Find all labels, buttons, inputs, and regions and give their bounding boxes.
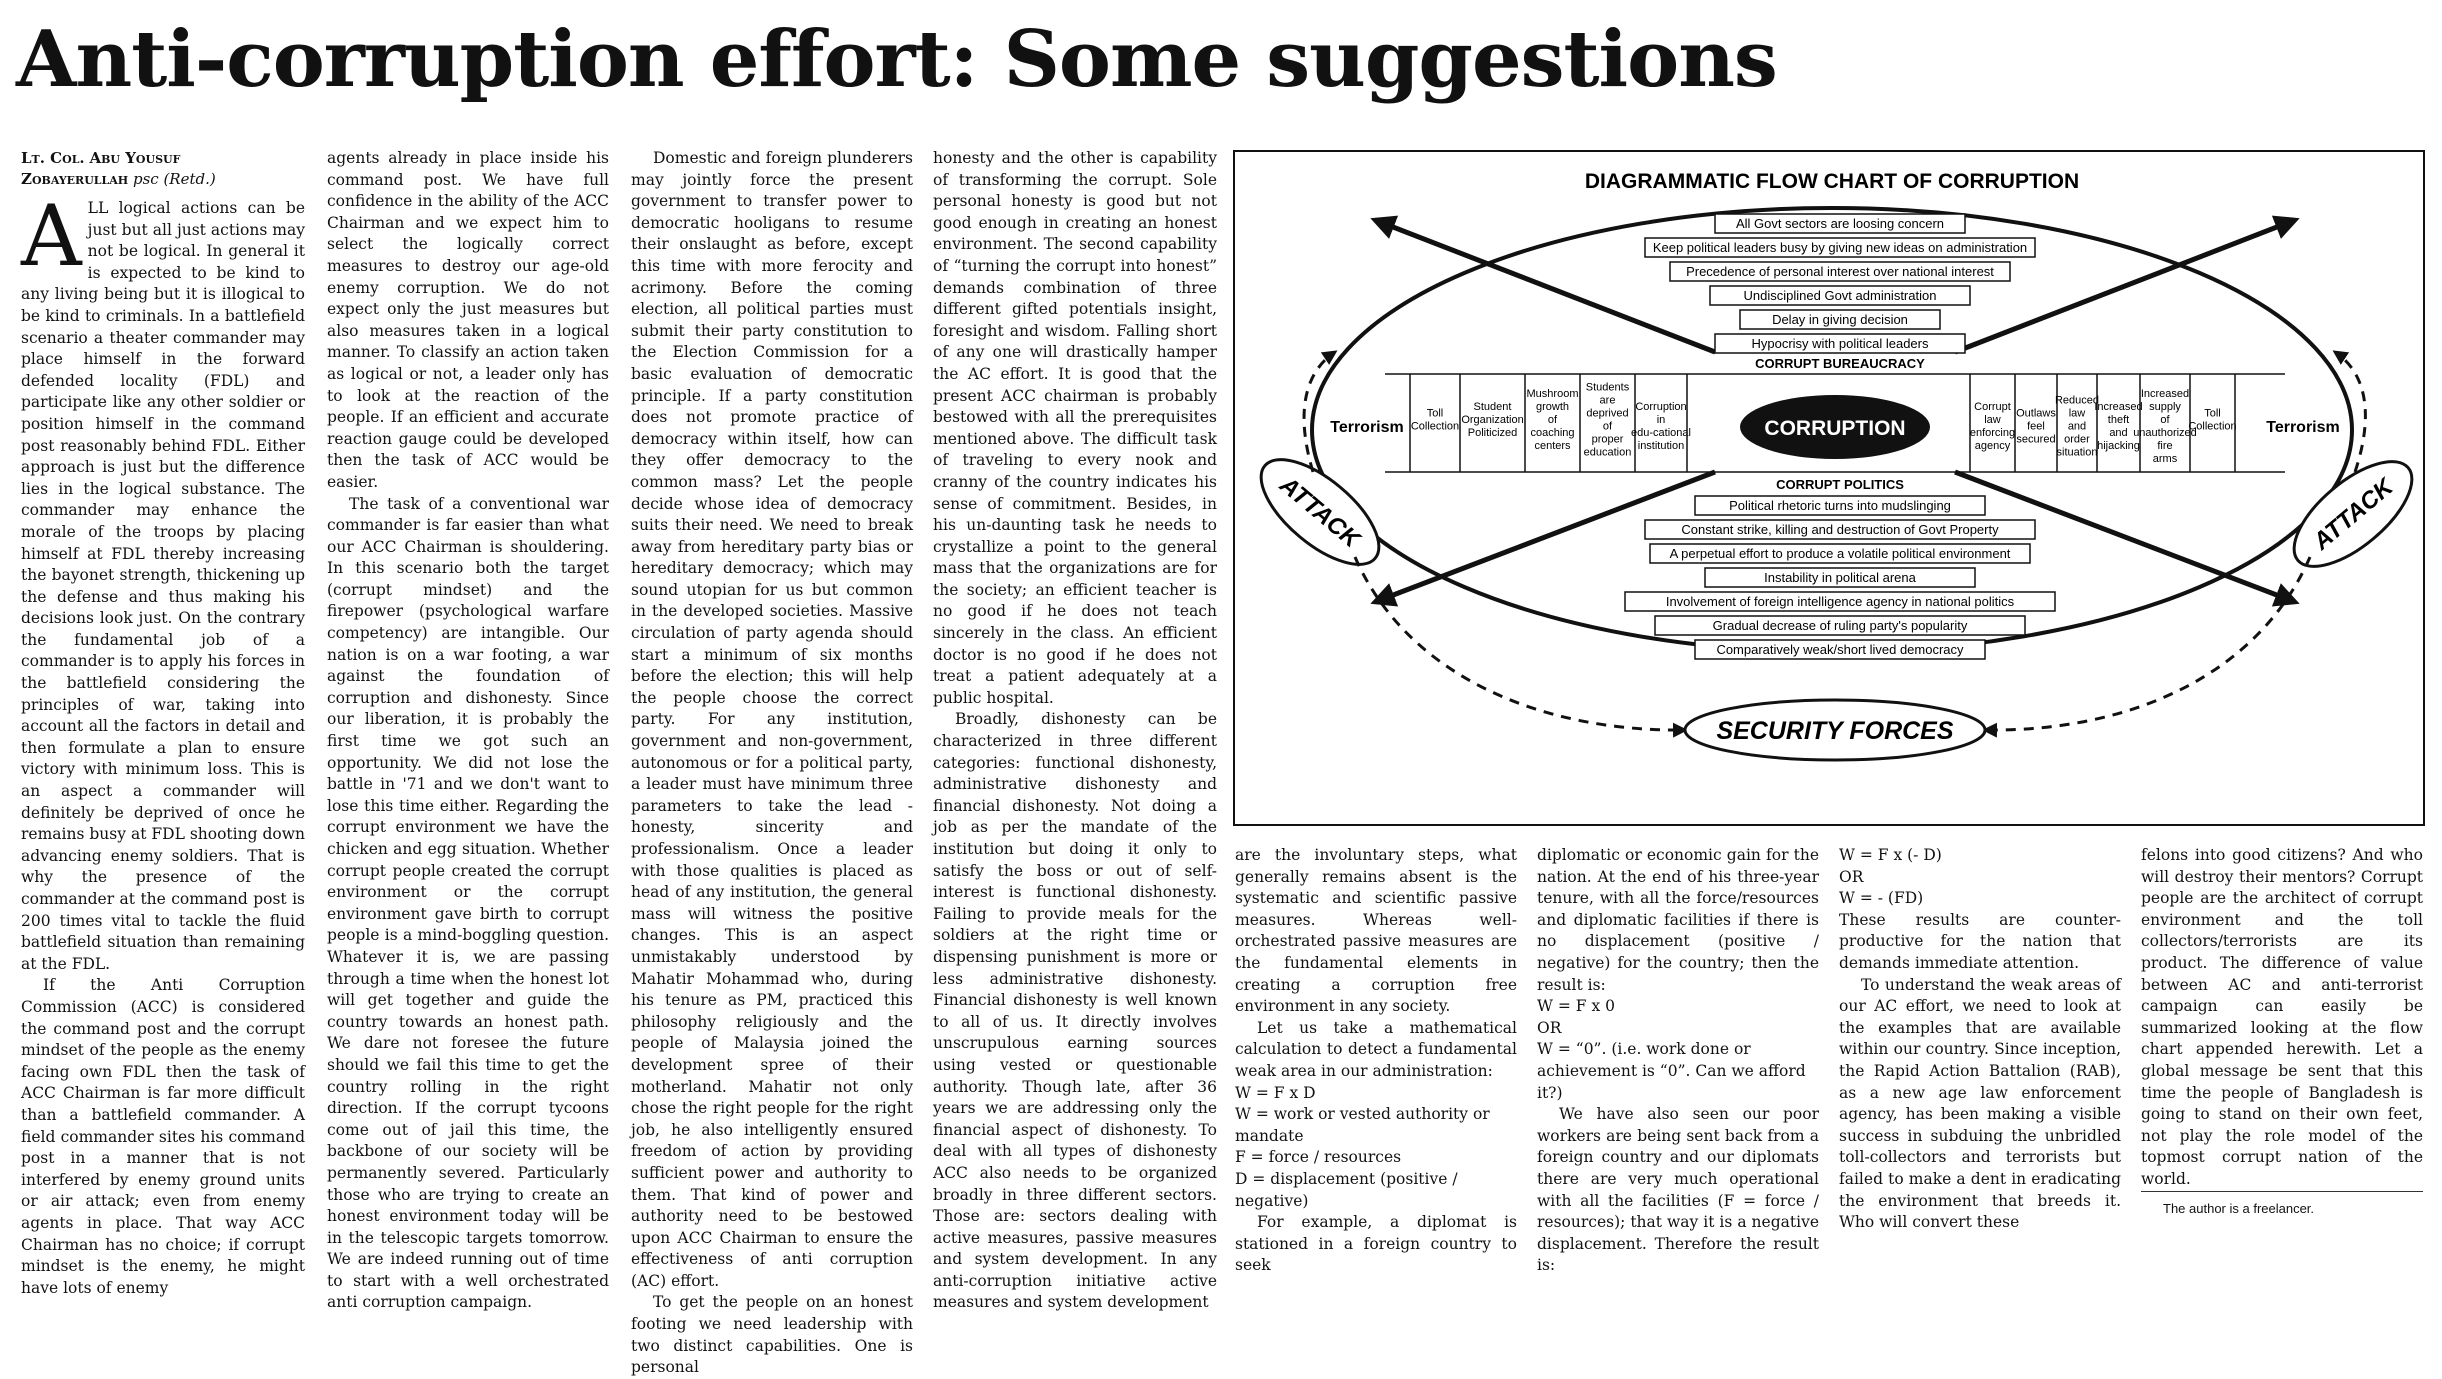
col8-para-1: felons into good citizens? And who will destroy their mentors? Corrupt people are the architect of corrupt environment and the toll collectors/terrorists are its product. The difference of value between AC and anti-terrorist campaign can easily be summarized looking at the flow chart appended herewith. Let a global message be sent that this time the people of Bangladesh is going to stand on their own feet, not play the role model of the topmost corrupt nation of the world. [2141, 846, 2423, 1188]
corruption-center-label: CORRUPTION [1764, 417, 1906, 440]
right-cells [1970, 374, 2237, 472]
bureaucracy-boxes [1645, 214, 2035, 353]
col1-para-1: ALL logical actions can be just but all just actions may not be logical. In general it is expected to be kind to any living being but it is illogical to be kind to criminals. In a battlefield scenario a theater commander may place himself in the forward defended locality (FDL) and participate like any other soldier or position himself in the command post reasonably behind FDL. Either approach is just but the difference lies in the logical substance. The commander may enhance the morale of the troops by placing himself at FDL thereby increasing the bayonet strength, thickening up the defense and thus making his decisions look just. On the contrary the fundamental job of a commander is to apply his forces in the battlefield considering the principles of war, taking into account all the factors in detail and then formulate a plan to ensure victory with minimum loss. This is an aspect a commander will definitely be deprived of once he remains busy at FDL shooting down advancing enemy soldiers. That is why the presence of the commander at the command post is 200 times vital to tackle the fluid battlefield situation than remaining at the FDL. [21, 187, 305, 973]
byline-suffix: psc (Retd.) [132, 170, 216, 188]
right-cell-text: Corrupt law enforcing agency [1969, 401, 2016, 452]
politics-boxes [1625, 496, 2055, 659]
right-cell-text: Toll Collection [2188, 407, 2237, 433]
politics-item-text: Constant strike, killing and destruction of Govt Property [1681, 522, 1999, 537]
byline-name-2: Zobayerullah [21, 170, 129, 188]
col3-para-1: Domestic and foreign plunderers may jointly force the present government to transfer power to democratic hooligans to resume their onslaught as before, except this time with more ferocity and acrimony. Before the coming election, all political parties must submit their party constitution to the Election Commission for a basic evaluation of democratic principle. If a party constitution does not promote practice of democracy within itself, how can they offer democracy to the common mass? Let the people decide whose idea of democracy suits their need. We need to break away from hereditary party bias or hereditary democracy; which may sound utopian for us but common in the developed societies. Massive circulation of party agenda should start a minimum of six months before the election; this will help the people choose the correct party. For any institution, government and non-government, autonomous or for a political party, a leader must have minimum three parameters to take the lead - honesty, sincerity and professionalism. Once a leader with those qualities is placed as head of any institution, the general mass will witness the positive changes. This is an aspect unmistakably understood by Mahatir Mohammad who, during his tenure as PM, practiced this philosophy religiously and the people of Malaysia joined the development spree of their motherland. Mahatir not only chose the right people for the right job, he also intelligently ensured freedom of action by providing sufficient power and authority to them. That kind of power and authority need to be bestowed upon ACC Chairman to ensure the effectiveness of anti corruption (AC) effort. [631, 149, 913, 1290]
politics-item-text: Gradual decrease of ruling party's popularity [1712, 618, 1968, 633]
column-6 [1537, 845, 1819, 1275]
left-cell-text: Corruption in edu-cational institution [1631, 401, 1691, 452]
bureaucracy-item-text: Precedence of personal interest over national interest [1686, 264, 1994, 279]
left-cell-text: Student Organization Politicized [1461, 401, 1524, 439]
column-2 [327, 148, 609, 1312]
bureaucracy-label: CORRUPT BUREAUCRACY [1755, 356, 1925, 371]
column-8 [2141, 845, 2423, 1241]
col4-para-2: Broadly, dishonesty can be characterized in three different categories: functional dishonesty, administrative dishonesty and financial dishonesty. Not doing a job as per the mandate of the institution but doing it only to satisfy the boss or out of self-interest is functional dishonesty. Failing to provide meals for the soldiers at the right time or dispensing punishment is more or less administrative dishonesty. Financial dishonesty is well known to all of us. It directly involves unscrupulous earning sources using vested or questionable authority. Though late, after 36 years we are addressing only the financial aspect of dishonesty. To deal with all types of dishonesty ACC also needs to be organized broadly in three different sectors. Those are: sectors dealing with active measures, passive measures and system development. In any anti-corruption initiative active measures and system development [933, 710, 1217, 1312]
bureaucracy-item-text: All Govt sectors are loosing concern [1735, 216, 1945, 231]
col5-para-1: are the involuntary steps, what generally remains absent is the systematic and scientific passive measures. Whereas well-orchestrated passive measures are the fundamental elements in creating a corruption free environment in any society. [1235, 846, 1517, 1016]
security-forces-label: SECURITY FORCES [1716, 717, 1954, 745]
right-cell-text: Reduced law and order situation [2054, 394, 2100, 459]
right-cell-text: Increased supply of unauthorized fire arms [2133, 388, 2197, 465]
formula-3: W = “0”. (i.e. work done or achievement is “0”. Can we afford it?) [1537, 1040, 1806, 1102]
column-5 [1235, 845, 1517, 1275]
byline-name-1: Abu Yousuf [89, 149, 181, 167]
formula-2: W = F x 0 [1537, 997, 1615, 1016]
left-cells [1410, 374, 1691, 472]
bureaucracy-item-text: Hypocrisy with political leaders [1751, 336, 1929, 351]
formula-def-d: D = displacement (positive / negative) [1235, 1169, 1458, 1210]
right-cell-text: Increased theft and hijacking [2094, 401, 2143, 452]
right-cell-text: Outlaws feel secured [2016, 407, 2056, 446]
col2-para-1: agents already in place inside his command post. We have full confidence in the ability of the ACC Chairman and we expect him to select the logically correct measures to destroy our age-old enemy corruption. We do not expect only the just measures but also measures taken in a logical manner. To classify an action taken as logical or not, a leader only has to look at the reaction of the people. If an efficient and accurate reaction gauge could be developed then the task of ACC would be easier. [327, 149, 609, 491]
svg-text:ATTACK: ATTACK [1274, 471, 1365, 554]
politics-item-text: Political rhetoric turns into mudslinging [1729, 498, 1951, 513]
terrorism-right: Terrorism [2266, 419, 2340, 436]
formula-5: W = - (FD) [1839, 889, 1924, 908]
column-4 [933, 148, 1217, 1312]
byline [21, 148, 305, 190]
column-3 [631, 148, 913, 1377]
col7-para-1: These results are counter-productive for the nation that demands immediate attention. [1839, 910, 2121, 972]
terrorism-left: Terrorism [1330, 419, 1404, 436]
col6-para-2: We have also seen our poor workers are being sent back from a foreign country and our diplomats there are very much operational with all the facilities (F = force / resources); that way it is a negative displacement. Therefore the result is: [1537, 1105, 1819, 1275]
bureaucracy-item-text: Delay in giving decision [1772, 312, 1908, 327]
col3-para-2: To get the people on an honest footing we need leadership with two distinct capabilities. One is personal [631, 1293, 913, 1377]
attack-right-badge [2277, 443, 2428, 585]
formula-1: W = F x D [1235, 1083, 1316, 1102]
politics-label: CORRUPT POLITICS [1776, 477, 1904, 492]
bureaucracy-item-text: Undisciplined Govt administration [1743, 288, 1937, 303]
drop-cap: A [21, 187, 82, 285]
col5-para-3: For example, a diplomat is stationed in a foreign country to seek [1235, 1213, 1517, 1275]
politics-item-text: Involvement of foreign intelligence agency in national politics [1665, 594, 2015, 609]
col2-para-2: The task of a conventional war commander is far easier than what our ACC Chairman is shouldering. In this scenario both the target (corrupt mindset) and the firepower (psychological warfare competency) are intangible. Our nation is on a war footing, a war against the foundation of corruption and dishonesty. Since our liberation, it is probably the first time we got such an opportunity. We did not lose the battle in '71 and we don't want to lose this time either. Regarding the corrupt environment we have the chicken and egg situation. Whether corrupt people created the corrupt environment or the corrupt environment gave birth to corrupt people is a mind-boggling question. Whatever it is, we are passing through a time when the honest lot will get together and guide the country towards an honest path. We dare not foresee the future should we fail this time to get the country rolling in the right direction. If the corrupt tycoons come out of jail this time, the backbone of our society will be permanently severed. Particularly those who are trying to create an honest environment today will be in the telescopic targets tomorrow. We are indeed running out of time to start with a well orchestrated anti corruption campaign. [327, 494, 609, 1312]
column-1 [21, 148, 305, 1297]
politics-item-text: Instability in political arena [1764, 570, 1916, 585]
col5-para-2: Let us take a mathematical calculation to detect a fundamental weak area in our administration: [1235, 1018, 1517, 1080]
chart-title: DIAGRAMMATIC FLOW CHART OF CORRUPTION [1584, 170, 2080, 193]
formula-def-w: W = work or vested authority or mandate [1235, 1105, 1490, 1145]
flow-chart-figure [1233, 150, 2425, 826]
left-cell-text: Toll Collection [1410, 407, 1460, 433]
byline-rank: Lt. Col. [21, 149, 85, 167]
formula-4: W = F x (- D) [1839, 846, 1942, 864]
formula-or-2: OR [1839, 867, 1864, 886]
formula-def-f: F = force / resources [1235, 1148, 1402, 1167]
headline: Anti-corruption effort: Some suggestions [16, 14, 1777, 105]
bureaucracy-item-text: Keep political leaders busy by giving new ideas on administration [1652, 240, 2028, 255]
left-cell-text: Students are deprived of proper education [1583, 381, 1632, 459]
politics-item-text: Comparatively weak/short lived democracy [1716, 642, 1964, 657]
loop-left [1355, 557, 1685, 730]
attack-left-badge [1244, 441, 1395, 583]
column-7 [1839, 845, 2121, 1241]
svg-text:ATTACK: ATTACK [2308, 473, 2399, 556]
col1-para-2: If the Anti Corruption Commission (ACC) is considered the command post and the corrupt mindset of the people as the enemy facing own FDL then the task of ACC Chairman is far more difficult than a battlefield commander. A field commander sites his command post in a manner that is not interfered by enemy ground units or air attack; even from enemy agents in place. That way ACC Chairman has no choice; if corrupt mindset is the enemy, he might have lots of enemy [21, 976, 305, 1297]
formula-or-1: OR [1537, 1018, 1562, 1037]
loop-right [1985, 557, 2310, 730]
col4-para-1: honesty and the other is capability of transforming the corrupt. Sole personal honesty is good but not good enough in creating an honest environment. The second capability of “turning the corrupt into honest” demands combination of three different gifted potentials insight, foresight and wisdom. Falling short of any one will drastically hamper the AC effort. It is good that the present ACC chairman is probably bestowed with all the prerequisites mentioned above. The difficult task of traveling to every nook and cranny of the country indicates his sense of commitment. Besides, in his un-daunting task he needs to crystallize a point to the general mass that the organizations are for the society; an efficient teacher is no good if he does not teach sincerely in the class. An efficient doctor is no good if he does not treat a patient adequately at a public hospital. [933, 149, 1217, 707]
left-cell-text: Mushroom growth of coaching centers [1526, 388, 1579, 452]
col7-para-2: To understand the weak areas of our AC effort, we need to look at the examples that are available within our country. Since inception, the Rapid Action Battalion (RAB), as a new age law enforcement agency, has been making a visible success in subduing the unbridled toll-collectors and terrorists but failed to make a dent in eradicating the environment that breeds it. Who will convert these [1839, 975, 2121, 1232]
politics-item-text: A perpetual effort to produce a volatile political environment [1669, 546, 2011, 561]
col6-para-1: diplomatic or economic gain for the nation. At the end of his three-year tenure, with all the force/resources and diplomatic facilities if there is no displacement (positive / negative) for the country; then the result is: [1537, 846, 1819, 994]
author-footnote: The author is a freelancer. [2141, 1191, 2423, 1220]
